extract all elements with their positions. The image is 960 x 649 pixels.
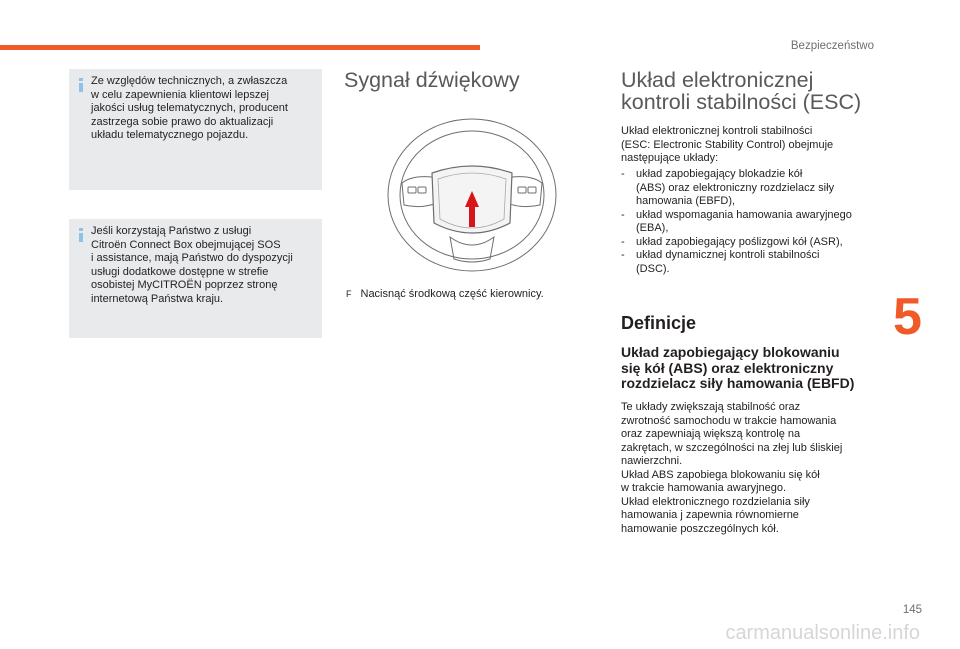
horn-section-title: Sygnał dźwiękowy: [344, 68, 520, 92]
section-title: Bezpieczeństwo: [790, 40, 874, 52]
watermark: carmanualsonline.info: [725, 622, 920, 644]
info-text: Ze względów technicznych, a zwłaszcza w celu zapewnienia klientowi lepszej jakości usług telematycznych, producent zastrzega sobie prawo do aktualizacji układu telematycznego pojazdu.: [91, 75, 288, 141]
abs-heading: Układ zapobiegający blokowaniu się kół (ABS) oraz elektroniczny rozdzielacz siły hamowania (EBFD): [621, 344, 855, 391]
horn-instruction: [346, 288, 544, 302]
list-item: - układ zapobiegający blokadzie kół (ABS) oraz elektroniczny rozdzielacz siły hamowania (EBFD),: [621, 168, 835, 207]
page-number: 145: [902, 604, 922, 616]
info-text: Jeśli korzystają Państwo z usługi Citroën Connect Box obejmującej SOS i assistance, mają Państwo do dyspozycji usługi dodatkowe dostępne w strefie osobistej MyCITROËN poprzez stronę internetową Państwa kraju.: [91, 225, 293, 305]
info-icon: [77, 78, 85, 92]
info-box-telematics: [69, 69, 322, 190]
esc-system-list: [621, 168, 852, 276]
list-item: - układ wspomagania hamowania awaryjnego (EBA),: [621, 208, 852, 234]
chapter-number: 5: [893, 288, 922, 346]
instruction-marker: F: [346, 289, 352, 299]
abs-description: Te układy zwiększają stabilność oraz zwrotność samochodu w trakcie hamowania oraz zapewniają większą kontrolę na zakrętach, w szczególności na złej lub śliskiej nawierzchni. Układ ABS zapobiega blokowaniu się kół w trakcie hamowania awaryjnego. Układ elektronicznego rozdzielania siły hamowania j zapewnia równomierne hamowanie poszczególnych kół.: [621, 401, 843, 535]
horn-instruction-text: Nacisnąć środkową część kierownicy.: [360, 288, 544, 300]
esc-intro: Układ elektronicznej kontroli stabilności (ESC: Electronic Stability Control) obejmuje następujące układy:: [621, 125, 834, 164]
definitions-heading: Definicje: [621, 313, 697, 333]
esc-section-title: Układ elektronicznej kontroli stabilności (ESC): [621, 68, 862, 114]
header-accent-bar: [0, 45, 480, 50]
info-icon: [77, 228, 85, 242]
list-item: - układ zapobiegający poślizgowi kół (ASR),: [621, 235, 843, 248]
info-box-connect-box: [69, 219, 322, 338]
list-item: - układ dynamicznej kontroli stabilności (DSC).: [621, 249, 820, 275]
steering-wheel-icon: [382, 113, 562, 275]
